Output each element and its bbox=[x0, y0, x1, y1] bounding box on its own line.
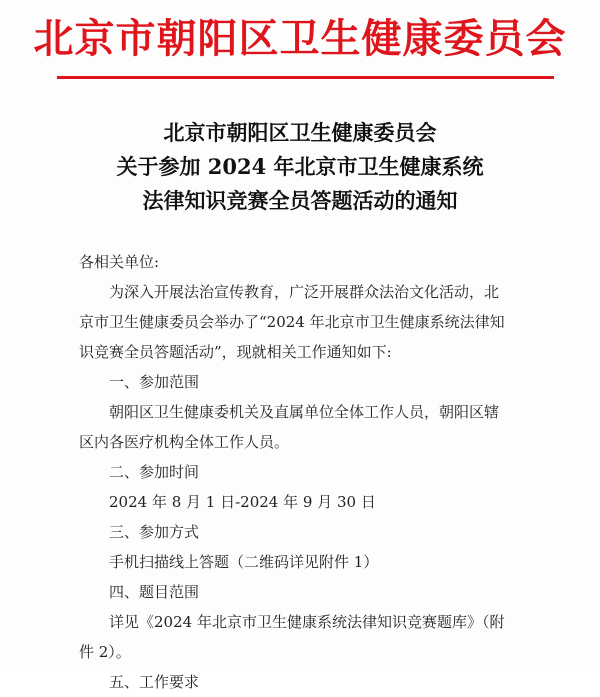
notice-body bbox=[79, 247, 549, 697]
section-1-heading: 一、参加范围 bbox=[109, 373, 200, 391]
intro-paragraph-line-1: 为深入开展法治宣传教育，广泛开展群众法治文化活动，北 bbox=[109, 283, 500, 301]
section-3-text: 手机扫描线上答题（二维码详见附件 1） bbox=[109, 553, 379, 571]
salutation: 各相关单位: bbox=[79, 253, 160, 271]
notice-title-line-2: 关于参加 2024 年北京市卫生健康系统 bbox=[116, 154, 484, 179]
section-5-heading: 五、工作要求 bbox=[109, 673, 200, 691]
section-4-text-line-2: 件 2）。 bbox=[79, 643, 131, 661]
section-4-heading: 四、题目范围 bbox=[109, 583, 200, 601]
section-2-heading: 二、参加时间 bbox=[109, 463, 200, 481]
letterhead-title: 北京市朝阳区卫生健康委员会 bbox=[33, 16, 567, 62]
section-1-text-line-2: 区内各医疗机构全体工作人员。 bbox=[79, 433, 290, 451]
section-3-heading: 三、参加方式 bbox=[109, 523, 200, 541]
notice-title bbox=[0, 116, 600, 218]
intro-paragraph-line-2: 京市卫生健康委员会举办了“2024 年北京市卫生健康系统法律知 bbox=[79, 313, 505, 331]
notice-title-line-1: 北京市朝阳区卫生健康委员会 bbox=[163, 120, 437, 145]
section-1-text-line-1: 朝阳区卫生健康委机关及直属单位全体工作人员，朝阳区辖 bbox=[109, 403, 500, 421]
letterhead-divider bbox=[57, 76, 554, 79]
section-4-text-line-1: 详见《2024 年北京市卫生健康系统法律知识竞赛题库》（附 bbox=[109, 613, 505, 631]
notice-title-line-3: 法律知识竞赛全员答题活动的通知 bbox=[142, 188, 458, 213]
intro-paragraph-line-3: 识竞赛全员答题活动”，现就相关工作通知如下: bbox=[79, 343, 392, 361]
section-2-text: 2024 年 8 月 1 日-2024 年 9 月 30 日 bbox=[109, 493, 376, 511]
